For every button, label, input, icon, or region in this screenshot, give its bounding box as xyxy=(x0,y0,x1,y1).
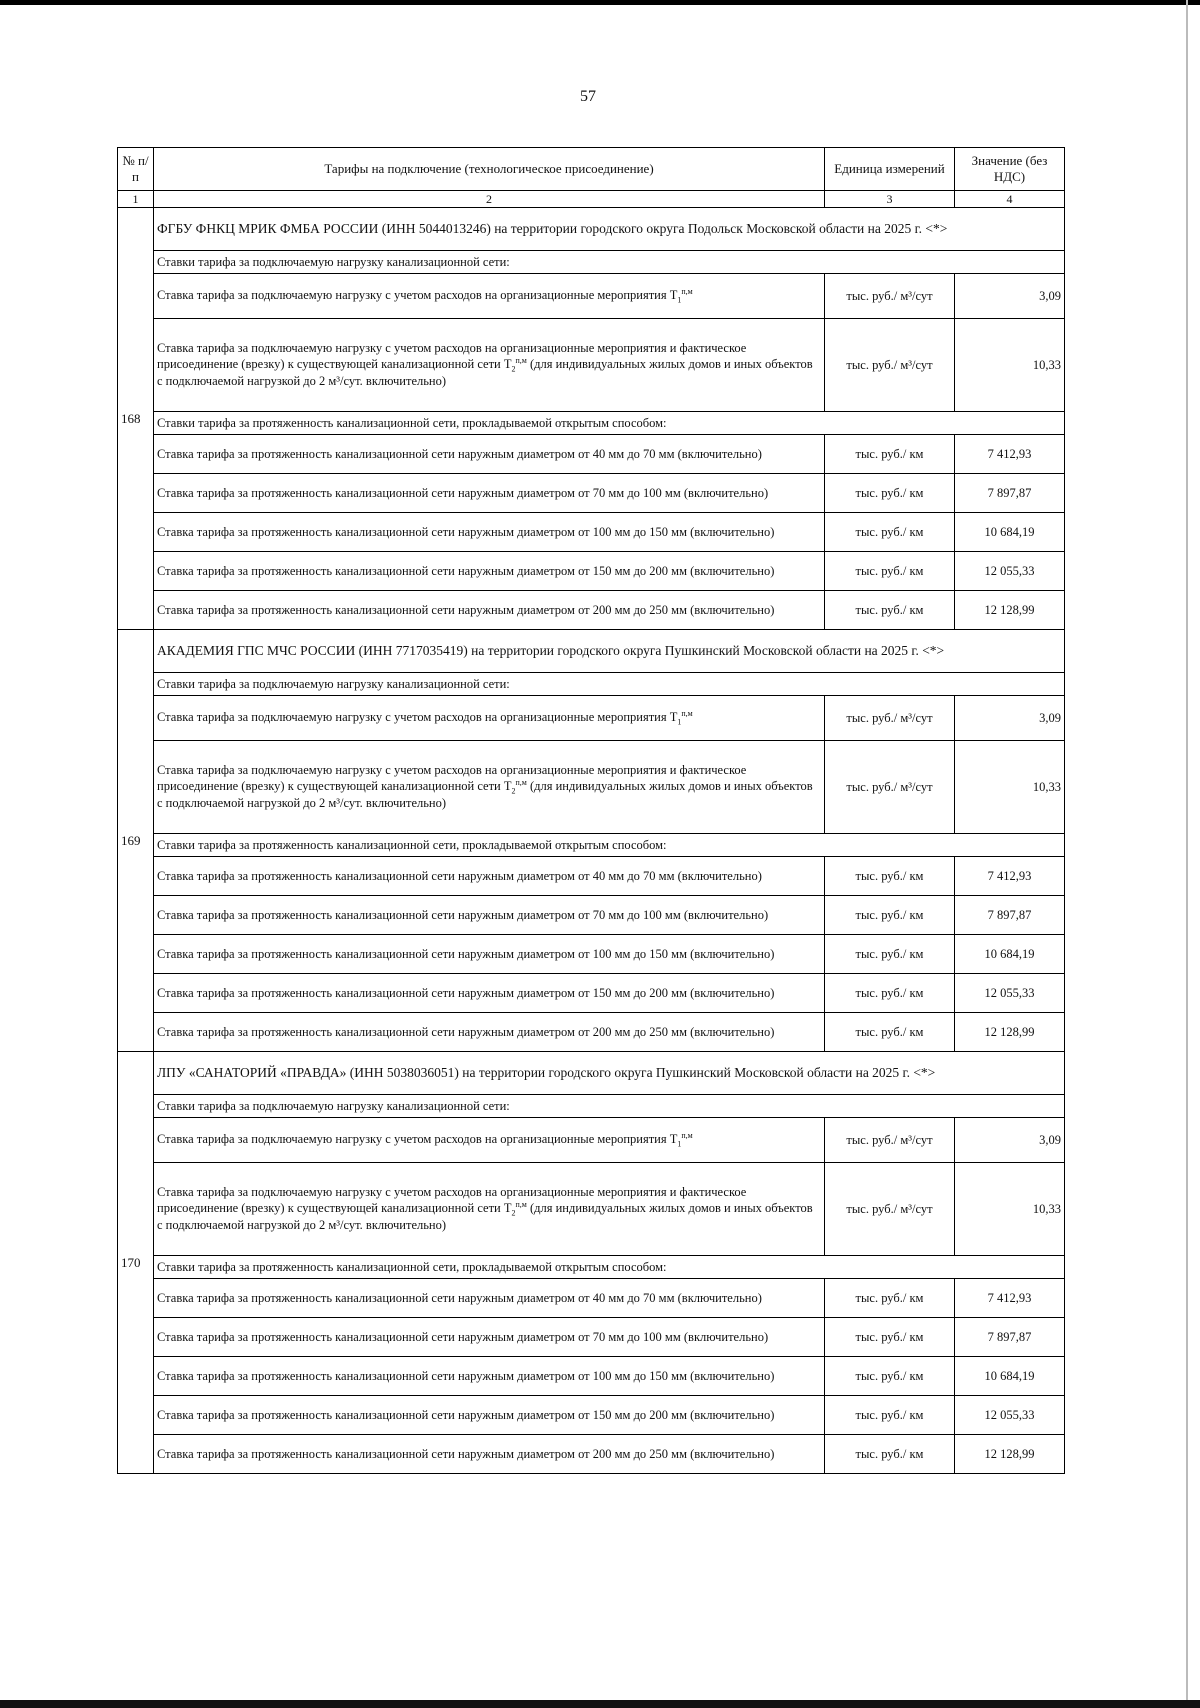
table-row xyxy=(118,896,1065,935)
value-cell: 10,33 xyxy=(955,741,1065,834)
t1-description xyxy=(154,696,825,741)
table-row xyxy=(118,1163,1065,1256)
unit-cell: тыс. руб./ км xyxy=(825,1013,955,1052)
t2-text-a: Ставка тарифа за подключаемую нагрузку с учетом расходов на организационные мероприятия и фактическое присоединение (врезку) к существующей канализационной сети T xyxy=(157,762,747,794)
diameter-description: Ставка тарифа за протяженность канализационной сети наружным диаметром от 40 мм до 70 мм (включительно) xyxy=(154,435,825,474)
t1-text: Ставка тарифа за подключаемую нагрузку с учетом расходов на организационные мероприятия T xyxy=(157,1132,678,1147)
unit-cell: тыс. руб./ м³/сут xyxy=(825,319,955,412)
unit-cell: тыс. руб./ м³/сут xyxy=(825,696,955,741)
value-cell: 10 684,19 xyxy=(955,513,1065,552)
value-cell: 7 897,87 xyxy=(955,896,1065,935)
diameter-description: Ставка тарифа за протяженность канализационной сети наружным диаметром от 200 мм до 250 мм (включительно) xyxy=(154,1013,825,1052)
t1-sub: 1 xyxy=(677,717,682,727)
org-title: ЛПУ «САНАТОРИЙ «ПРАВДА» (ИНН 5038036051) на территории городского округа Пушкинский Московской области на 2025 г. <*> xyxy=(154,1052,1065,1095)
subheading-row xyxy=(118,1095,1065,1118)
table-row xyxy=(118,974,1065,1013)
load-heading: Ставки тарифа за подключаемую нагрузку канализационной сети: xyxy=(154,1095,1065,1118)
diameter-description: Ставка тарифа за протяженность канализационной сети наружным диаметром от 150 мм до 200 мм (включительно) xyxy=(154,552,825,591)
table-row xyxy=(118,741,1065,834)
t1-sup: п,м xyxy=(681,708,693,718)
diameter-description: Ставка тарифа за протяженность канализационной сети наружным диаметром от 100 мм до 150 мм (включительно) xyxy=(154,1357,825,1396)
unit-cell: тыс. руб./ км xyxy=(825,591,955,630)
diameter-description: Ставка тарифа за протяженность канализационной сети наружным диаметром от 200 мм до 250 мм (включительно) xyxy=(154,1435,825,1474)
diameter-description: Ставка тарифа за протяженность канализационной сети наружным диаметром от 100 мм до 150 мм (включительно) xyxy=(154,935,825,974)
unit-cell: тыс. руб./ км xyxy=(825,552,955,591)
t1-sub: 1 xyxy=(677,295,682,305)
org-row xyxy=(118,208,1065,251)
header-desc: Тарифы на подключение (технологическое присоединение) xyxy=(154,148,825,191)
length-heading: Ставки тарифа за протяженность канализационной сети, прокладываемой открытым способом: xyxy=(154,834,1065,857)
t2-sub: 2 xyxy=(511,786,516,796)
table-row xyxy=(118,1013,1065,1052)
unit-cell: тыс. руб./ км xyxy=(825,857,955,896)
t1-description xyxy=(154,1118,825,1163)
table-row xyxy=(118,1396,1065,1435)
unit-cell: тыс. руб./ м³/сут xyxy=(825,741,955,834)
diameter-description: Ставка тарифа за протяженность канализационной сети наружным диаметром от 200 мм до 250 мм (включительно) xyxy=(154,591,825,630)
table-row xyxy=(118,513,1065,552)
value-cell: 3,09 xyxy=(955,274,1065,319)
diameter-description: Ставка тарифа за протяженность канализационной сети наружным диаметром от 150 мм до 200 мм (включительно) xyxy=(154,974,825,1013)
scan-right-edge xyxy=(1186,0,1188,1708)
table-row xyxy=(118,1118,1065,1163)
t1-text: Ставка тарифа за подключаемую нагрузку с учетом расходов на организационные мероприятия T xyxy=(157,710,678,725)
unit-cell: тыс. руб./ км xyxy=(825,474,955,513)
table-row xyxy=(118,274,1065,319)
tariff-table xyxy=(117,147,1065,1474)
unit-cell: тыс. руб./ км xyxy=(825,1396,955,1435)
unit-cell: тыс. руб./ м³/сут xyxy=(825,1118,955,1163)
unit-cell: тыс. руб./ км xyxy=(825,974,955,1013)
index-cell: 4 xyxy=(955,191,1065,208)
value-cell: 3,09 xyxy=(955,696,1065,741)
section-number: 169 xyxy=(118,630,154,1052)
load-heading: Ставки тарифа за подключаемую нагрузку канализационной сети: xyxy=(154,251,1065,274)
table-row xyxy=(118,435,1065,474)
value-cell: 10,33 xyxy=(955,1163,1065,1256)
length-heading: Ставки тарифа за протяженность канализационной сети, прокладываемой открытым способом: xyxy=(154,1256,1065,1279)
page-number: 57 xyxy=(580,88,596,105)
section-number: 168 xyxy=(118,208,154,630)
table-row xyxy=(118,935,1065,974)
table-row xyxy=(118,1279,1065,1318)
diameter-description: Ставка тарифа за протяженность канализационной сети наружным диаметром от 40 мм до 70 мм (включительно) xyxy=(154,857,825,896)
diameter-description: Ставка тарифа за протяженность канализационной сети наружным диаметром от 70 мм до 100 мм (включительно) xyxy=(154,896,825,935)
value-cell: 12 055,33 xyxy=(955,552,1065,591)
value-cell: 12 055,33 xyxy=(955,1396,1065,1435)
t2-text-b: (для индивидуальных жилых домов и иных объектов с подключаемой нагрузкой до 2 м³/сут. включительно) xyxy=(157,357,813,389)
table-row xyxy=(118,1318,1065,1357)
index-cell: 1 xyxy=(118,191,154,208)
unit-cell: тыс. руб./ км xyxy=(825,1318,955,1357)
unit-cell: тыс. руб./ км xyxy=(825,1435,955,1474)
column-index-row xyxy=(118,191,1065,208)
diameter-description: Ставка тарифа за протяженность канализационной сети наружным диаметром от 40 мм до 70 мм (включительно) xyxy=(154,1279,825,1318)
diameter-description: Ставка тарифа за протяженность канализационной сети наружным диаметром от 100 мм до 150 мм (включительно) xyxy=(154,513,825,552)
value-cell: 7 897,87 xyxy=(955,474,1065,513)
subheading-row xyxy=(118,673,1065,696)
t2-description xyxy=(154,741,825,834)
t1-sup: п,м xyxy=(681,1130,693,1140)
unit-cell: тыс. руб./ км xyxy=(825,513,955,552)
unit-cell: тыс. руб./ км xyxy=(825,896,955,935)
t2-sup: п,м xyxy=(515,1199,527,1209)
t2-text-a: Ставка тарифа за подключаемую нагрузку с учетом расходов на организационные мероприятия и фактическое присоединение (врезку) к существующей канализационной сети T xyxy=(157,340,747,372)
value-cell: 7 412,93 xyxy=(955,435,1065,474)
header-unit: Единица измерений xyxy=(825,148,955,191)
table-header-row xyxy=(118,148,1065,191)
table-row xyxy=(118,552,1065,591)
subheading-row xyxy=(118,1256,1065,1279)
t1-description xyxy=(154,274,825,319)
t2-sup: п,м xyxy=(515,355,527,365)
table-row xyxy=(118,319,1065,412)
t2-description xyxy=(154,1163,825,1256)
table-row xyxy=(118,696,1065,741)
value-cell: 12 128,99 xyxy=(955,1435,1065,1474)
value-cell: 7 897,87 xyxy=(955,1318,1065,1357)
unit-cell: тыс. руб./ м³/сут xyxy=(825,1163,955,1256)
value-cell: 12 055,33 xyxy=(955,974,1065,1013)
value-cell: 10 684,19 xyxy=(955,1357,1065,1396)
table-row xyxy=(118,857,1065,896)
org-title: ФГБУ ФНКЦ МРИК ФМБА РОССИИ (ИНН 5044013246) на территории городского округа Подольск Московской области на 2025 г. <*> xyxy=(154,208,1065,251)
t2-text-b: (для индивидуальных жилых домов и иных объектов с подключаемой нагрузкой до 2 м³/сут. включительно) xyxy=(157,779,813,811)
subheading-row xyxy=(118,251,1065,274)
org-row xyxy=(118,630,1065,673)
t2-description xyxy=(154,319,825,412)
subheading-row xyxy=(118,834,1065,857)
length-heading: Ставки тарифа за протяженность канализационной сети, прокладываемой открытым способом: xyxy=(154,412,1065,435)
org-title: АКАДЕМИЯ ГПС МЧС РОССИИ (ИНН 7717035419) на территории городского округа Пушкинский Московской области на 2025 г. <*> xyxy=(154,630,1065,673)
subheading-row xyxy=(118,412,1065,435)
value-cell: 7 412,93 xyxy=(955,1279,1065,1318)
load-heading: Ставки тарифа за подключаемую нагрузку канализационной сети: xyxy=(154,673,1065,696)
value-cell: 12 128,99 xyxy=(955,1013,1065,1052)
t2-sub: 2 xyxy=(511,1208,516,1218)
value-cell: 10,33 xyxy=(955,319,1065,412)
unit-cell: тыс. руб./ км xyxy=(825,435,955,474)
scan-top-border xyxy=(0,0,1200,5)
t1-sup: п,м xyxy=(681,286,693,296)
value-cell: 12 128,99 xyxy=(955,591,1065,630)
t2-sub: 2 xyxy=(511,364,516,374)
diameter-description: Ставка тарифа за протяженность канализационной сети наружным диаметром от 70 мм до 100 мм (включительно) xyxy=(154,1318,825,1357)
diameter-description: Ставка тарифа за протяженность канализационной сети наружным диаметром от 70 мм до 100 мм (включительно) xyxy=(154,474,825,513)
value-cell: 3,09 xyxy=(955,1118,1065,1163)
section-number: 170 xyxy=(118,1052,154,1474)
header-value: Значение (без НДС) xyxy=(955,148,1065,191)
t1-text: Ставка тарифа за подключаемую нагрузку с учетом расходов на организационные мероприятия T xyxy=(157,288,678,303)
header-num: № п/п xyxy=(118,148,154,191)
t2-text-b: (для индивидуальных жилых домов и иных объектов с подключаемой нагрузкой до 2 м³/сут. включительно) xyxy=(157,1201,813,1233)
table-row xyxy=(118,474,1065,513)
scan-bottom-border xyxy=(0,1700,1200,1708)
table-row xyxy=(118,591,1065,630)
table-row xyxy=(118,1435,1065,1474)
unit-cell: тыс. руб./ км xyxy=(825,935,955,974)
unit-cell: тыс. руб./ км xyxy=(825,1279,955,1318)
unit-cell: тыс. руб./ м³/сут xyxy=(825,274,955,319)
diameter-description: Ставка тарифа за протяженность канализационной сети наружным диаметром от 150 мм до 200 мм (включительно) xyxy=(154,1396,825,1435)
t2-sup: п,м xyxy=(515,777,527,787)
t1-sub: 1 xyxy=(677,1139,682,1149)
value-cell: 7 412,93 xyxy=(955,857,1065,896)
tariff-table-body xyxy=(118,148,1065,1474)
unit-cell: тыс. руб./ км xyxy=(825,1357,955,1396)
org-row xyxy=(118,1052,1065,1095)
t2-text-a: Ставка тарифа за подключаемую нагрузку с учетом расходов на организационные мероприятия и фактическое присоединение (врезку) к существующей канализационной сети T xyxy=(157,1184,747,1216)
table-row xyxy=(118,1357,1065,1396)
value-cell: 10 684,19 xyxy=(955,935,1065,974)
index-cell: 2 xyxy=(154,191,825,208)
index-cell: 3 xyxy=(825,191,955,208)
